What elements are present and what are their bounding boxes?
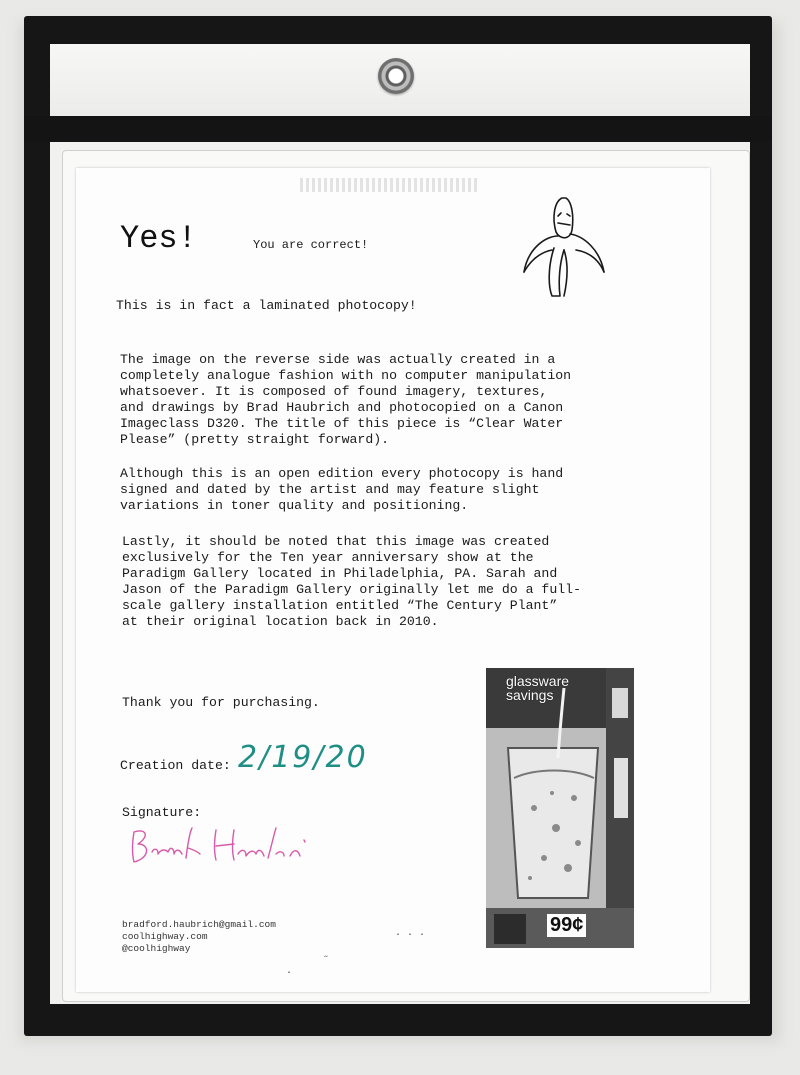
price-tag: 99¢ — [547, 914, 586, 937]
glass-photo-art — [486, 668, 634, 948]
text-line: Imageclass D320. The title of this piece is “Clear Water — [120, 416, 564, 431]
toner-speck: · · · — [395, 930, 426, 941]
thanks-line: Thank you for purchasing. — [122, 695, 320, 710]
banana-drawing-icon — [518, 192, 610, 304]
text-line: Lastly, it should be noted that this image was created — [122, 534, 550, 549]
photo-caption-line: glassware — [506, 673, 570, 689]
text-line: Please” (pretty straight forward). — [120, 432, 390, 447]
grommet-icon — [378, 58, 414, 94]
toner-speck: · — [286, 968, 293, 979]
heading-yes: Yes! — [120, 220, 197, 257]
creation-date-label: Creation date: — [120, 758, 231, 773]
intro-line: This is in fact a laminated photocopy! — [116, 298, 417, 313]
contact-handle: @coolhighway — [122, 943, 191, 954]
photo-caption-line: savings — [506, 687, 554, 703]
creation-date-value: 2/19/20 — [238, 740, 368, 775]
text-line: Although this is an open edition every photocopy is hand — [120, 466, 564, 481]
signature-label: Signature: — [122, 805, 202, 820]
heading-sub: You are correct! — [253, 238, 369, 252]
contact-website: coolhighway.com — [122, 931, 208, 942]
signature-image — [124, 818, 324, 870]
ghost-print — [300, 178, 480, 192]
text-line: and drawings by Brad Haubrich and photocopied on a Canon — [120, 400, 564, 415]
sleeve-cross-bar — [24, 116, 772, 142]
text-line: exclusively for the Ten year anniversary show at the — [122, 550, 534, 565]
text-line: The image on the reverse side was actually created in a — [120, 352, 556, 367]
contact-block — [122, 919, 276, 955]
text-line: at their original location back in 2010. — [122, 614, 439, 629]
text-line: variations in toner quality and positioning. — [120, 498, 469, 513]
text-line: completely analogue fashion with no computer manipulation — [120, 368, 572, 383]
photo-caption — [506, 674, 569, 702]
text-line: Paradigm Gallery located in Philadelphia, PA. Sarah and — [122, 566, 558, 581]
text-line: Jason of the Paradigm Gallery originally let me do a full- — [122, 582, 581, 597]
toner-speck: ˝ — [324, 956, 331, 967]
contact-email: bradford.haubrich@gmail.com — [122, 919, 276, 930]
text-line: signed and dated by the artist and may feature slight — [120, 482, 540, 497]
text-line: whatsoever. It is composed of found imagery, textures, — [120, 384, 548, 399]
text-line: scale gallery installation entitled “The Century Plant” — [122, 598, 558, 613]
